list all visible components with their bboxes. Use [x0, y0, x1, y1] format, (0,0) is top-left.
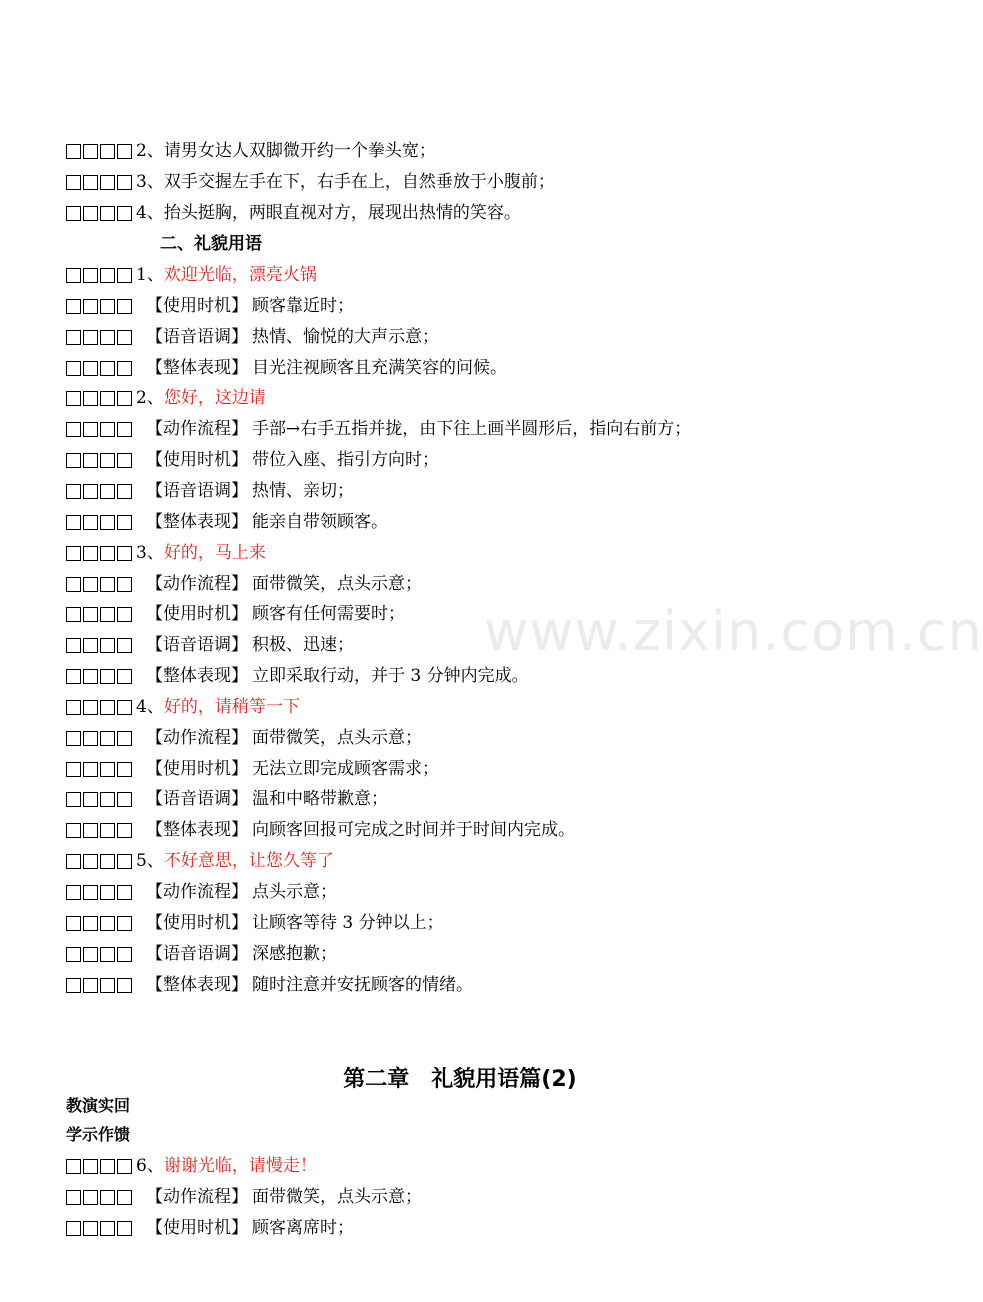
- square-glyph-icon: [117, 577, 132, 592]
- checkbox-group: [66, 792, 132, 807]
- field-tag: 【整体表现】: [146, 358, 248, 378]
- list-item: [66, 479, 354, 503]
- list-item: [66, 942, 337, 966]
- checkbox-group: [66, 330, 132, 345]
- field-text: 热情、亲切；: [252, 481, 354, 501]
- square-glyph-icon: [100, 1190, 115, 1205]
- field-tag: 【使用时机】: [146, 759, 248, 779]
- square-glyph-icon: [117, 978, 132, 993]
- list-item: [66, 448, 439, 472]
- field-text: 手部→右手五指并拢，由下往上画半圆形后，指向右前方；: [252, 419, 692, 439]
- square-glyph-icon: [83, 731, 98, 746]
- square-glyph-icon: [83, 515, 98, 530]
- square-glyph-icon: [83, 175, 98, 190]
- list-item: [66, 572, 422, 596]
- square-glyph-icon: [117, 299, 132, 314]
- square-glyph-icon: [66, 854, 81, 869]
- list-item: [66, 325, 439, 349]
- checkbox-group: [66, 299, 132, 314]
- field-tag: 【使用时机】: [146, 1218, 248, 1238]
- square-glyph-icon: [83, 1221, 98, 1236]
- phrase-title: 好的，请稍等一下: [163, 697, 300, 717]
- field-tag: 【动作流程】: [146, 419, 248, 439]
- field-text: 立即采取行动，并于 3 分钟内完成。: [252, 666, 529, 686]
- square-glyph-icon: [100, 700, 115, 715]
- field-tag: 【语音语调】: [146, 327, 248, 347]
- square-glyph-icon: [83, 885, 98, 900]
- square-glyph-icon: [100, 762, 115, 777]
- square-glyph-icon: [83, 453, 98, 468]
- field-text: 无法立即完成顾客需求；: [252, 759, 439, 779]
- square-glyph-icon: [100, 453, 115, 468]
- square-glyph-icon: [83, 947, 98, 962]
- square-glyph-icon: [83, 391, 98, 406]
- square-glyph-icon: [66, 669, 81, 684]
- list-item-heading: [66, 1154, 317, 1178]
- checkbox-group: [66, 1190, 132, 1205]
- checkbox-group: [66, 484, 132, 499]
- field-text: 带位入座、指引方向时；: [252, 450, 439, 470]
- checkbox-group: [66, 700, 132, 715]
- list-item: [66, 510, 388, 534]
- square-glyph-icon: [83, 669, 98, 684]
- square-glyph-icon: [100, 484, 115, 499]
- square-glyph-icon: [100, 792, 115, 807]
- square-glyph-icon: [100, 731, 115, 746]
- square-glyph-icon: [66, 391, 81, 406]
- square-glyph-icon: [66, 823, 81, 838]
- checkbox-group: [66, 546, 132, 561]
- square-glyph-icon: [117, 546, 132, 561]
- list-item: [66, 973, 473, 997]
- checkbox-group: [66, 669, 132, 684]
- field-tag: 【使用时机】: [146, 604, 248, 624]
- square-glyph-icon: [100, 268, 115, 283]
- checkbox-group: [66, 731, 132, 746]
- square-glyph-icon: [117, 330, 132, 345]
- square-glyph-icon: [83, 607, 98, 622]
- checkbox-group: [66, 1221, 132, 1236]
- phrase-title: 好的，马上来: [163, 543, 266, 563]
- section-title: 二、礼貌用语: [160, 234, 262, 254]
- field-text: 向顾客回报可完成之时间并于时间内完成。: [252, 820, 575, 840]
- field-text: 深感抱歉；: [252, 944, 337, 964]
- square-glyph-icon: [117, 453, 132, 468]
- square-glyph-icon: [117, 638, 132, 653]
- list-item-heading: [66, 541, 266, 565]
- list-item: [66, 880, 337, 904]
- square-glyph-icon: [83, 422, 98, 437]
- square-glyph-icon: [83, 854, 98, 869]
- square-glyph-icon: [117, 268, 132, 283]
- field-tag: 【使用时机】: [146, 913, 248, 933]
- square-glyph-icon: [117, 762, 132, 777]
- square-glyph-icon: [100, 823, 115, 838]
- square-glyph-icon: [83, 144, 98, 159]
- square-glyph-icon: [66, 638, 81, 653]
- subhead: 教演实回: [66, 1096, 131, 1115]
- square-glyph-icon: [83, 484, 98, 499]
- square-glyph-icon: [100, 638, 115, 653]
- square-glyph-icon: [83, 792, 98, 807]
- list-item: [66, 757, 439, 781]
- field-text: 热情、愉悦的大声示意；: [252, 327, 439, 347]
- square-glyph-icon: [100, 854, 115, 869]
- item-number: 2、: [136, 141, 164, 161]
- square-glyph-icon: [66, 175, 81, 190]
- field-text: 顾客靠近时；: [252, 296, 354, 316]
- field-tag: 【整体表现】: [146, 666, 248, 686]
- field-text: 顾客离席时；: [252, 1218, 354, 1238]
- square-glyph-icon: [66, 484, 81, 499]
- square-glyph-icon: [66, 607, 81, 622]
- field-tag: 【语音语调】: [146, 635, 248, 655]
- square-glyph-icon: [117, 206, 132, 221]
- field-text: 随时注意并安抚顾客的情绪。: [252, 975, 473, 995]
- list-item-heading: [66, 263, 317, 287]
- square-glyph-icon: [117, 823, 132, 838]
- list-item: [66, 911, 444, 935]
- list-item: [66, 139, 436, 163]
- square-glyph-icon: [66, 916, 81, 931]
- checkbox-group: [66, 577, 132, 592]
- square-glyph-icon: [117, 700, 132, 715]
- square-glyph-icon: [83, 1190, 98, 1205]
- checkbox-group: [66, 854, 132, 869]
- checkbox-group: [66, 515, 132, 530]
- item-number: 3、: [136, 172, 164, 192]
- checkbox-group: [66, 1159, 132, 1174]
- item-number: 6、: [136, 1156, 164, 1176]
- square-glyph-icon: [117, 1221, 132, 1236]
- square-glyph-icon: [117, 607, 132, 622]
- square-glyph-icon: [117, 854, 132, 869]
- square-glyph-icon: [100, 1159, 115, 1174]
- subhead: 学示作馈: [66, 1125, 131, 1144]
- checkbox-group: [66, 206, 132, 221]
- square-glyph-icon: [117, 916, 132, 931]
- square-glyph-icon: [100, 422, 115, 437]
- list-item: [66, 664, 529, 688]
- checkbox-group: [66, 361, 132, 376]
- item-number: 4、: [136, 203, 164, 223]
- square-glyph-icon: [66, 546, 81, 561]
- square-glyph-icon: [100, 361, 115, 376]
- item-number: 3、: [136, 543, 164, 563]
- square-glyph-icon: [66, 422, 81, 437]
- square-glyph-icon: [117, 484, 132, 499]
- square-glyph-icon: [66, 577, 81, 592]
- square-glyph-icon: [117, 175, 132, 190]
- list-item-heading: [66, 849, 334, 873]
- item-number: 1、: [136, 265, 164, 285]
- square-glyph-icon: [100, 607, 115, 622]
- field-text: 抬头挺胸，两眼直视对方，展现出热情的笑容。: [163, 203, 521, 223]
- field-text: 能亲自带领顾客。: [252, 512, 388, 532]
- field-tag: 【动作流程】: [146, 1187, 248, 1207]
- square-glyph-icon: [66, 144, 81, 159]
- list-item: [66, 787, 388, 811]
- chapter-title: 第二章 礼貌用语篇(2): [343, 1067, 577, 1092]
- square-glyph-icon: [117, 731, 132, 746]
- square-glyph-icon: [83, 299, 98, 314]
- field-tag: 【动作流程】: [146, 882, 248, 902]
- checkbox-group: [66, 885, 132, 900]
- list-item-heading: [66, 386, 266, 410]
- checkbox-group: [66, 391, 132, 406]
- square-glyph-icon: [117, 669, 132, 684]
- field-text: 面带微笑，点头示意；: [252, 1187, 422, 1207]
- field-text: 点头示意；: [252, 882, 337, 902]
- square-glyph-icon: [117, 144, 132, 159]
- field-text: 双手交握左手在下，右手在上，自然垂放于小腹前；: [163, 172, 555, 192]
- square-glyph-icon: [66, 361, 81, 376]
- list-item: [66, 602, 405, 626]
- square-glyph-icon: [117, 515, 132, 530]
- square-glyph-icon: [117, 947, 132, 962]
- field-tag: 【整体表现】: [146, 820, 248, 840]
- field-text: 目光注视顾客且充满笑容的问候。: [252, 358, 507, 378]
- square-glyph-icon: [66, 731, 81, 746]
- square-glyph-icon: [100, 175, 115, 190]
- list-item: [66, 201, 521, 225]
- watermark: www.zixin.com.cn: [484, 600, 983, 663]
- square-glyph-icon: [117, 885, 132, 900]
- square-glyph-icon: [66, 1221, 81, 1236]
- square-glyph-icon: [117, 1159, 132, 1174]
- item-number: 5、: [136, 851, 164, 871]
- square-glyph-icon: [66, 792, 81, 807]
- square-glyph-icon: [100, 330, 115, 345]
- list-item: [66, 726, 422, 750]
- square-glyph-icon: [66, 206, 81, 221]
- square-glyph-icon: [66, 268, 81, 283]
- field-text: 面带微笑，点头示意；: [252, 728, 422, 748]
- field-tag: 【动作流程】: [146, 728, 248, 748]
- square-glyph-icon: [83, 978, 98, 993]
- field-tag: 【使用时机】: [146, 296, 248, 316]
- square-glyph-icon: [66, 453, 81, 468]
- square-glyph-icon: [83, 546, 98, 561]
- square-glyph-icon: [100, 1221, 115, 1236]
- square-glyph-icon: [83, 916, 98, 931]
- field-text: 顾客有任何需要时；: [252, 604, 405, 624]
- list-item: [66, 356, 507, 380]
- field-text: 积极、迅速；: [252, 635, 354, 655]
- phrase-title: 谢谢光临，请慢走！: [163, 1156, 317, 1176]
- phrase-title: 欢迎光临，漂亮火锅: [163, 265, 317, 285]
- field-text: 请男女达人双脚微开约一个拳头宽；: [163, 141, 436, 161]
- square-glyph-icon: [83, 823, 98, 838]
- square-glyph-icon: [100, 947, 115, 962]
- field-tag: 【语音语调】: [146, 944, 248, 964]
- square-glyph-icon: [66, 947, 81, 962]
- field-text: 面带微笑，点头示意；: [252, 574, 422, 594]
- checkbox-group: [66, 947, 132, 962]
- square-glyph-icon: [66, 1190, 81, 1205]
- list-item: [66, 1216, 354, 1240]
- checkbox-group: [66, 175, 132, 190]
- square-glyph-icon: [83, 268, 98, 283]
- checkbox-group: [66, 823, 132, 838]
- square-glyph-icon: [66, 885, 81, 900]
- square-glyph-icon: [100, 916, 115, 931]
- checkbox-group: [66, 762, 132, 777]
- square-glyph-icon: [66, 330, 81, 345]
- square-glyph-icon: [83, 206, 98, 221]
- field-text: 让顾客等待 3 分钟以上；: [252, 913, 444, 933]
- item-number: 2、: [136, 388, 164, 408]
- field-tag: 【动作流程】: [146, 574, 248, 594]
- square-glyph-icon: [66, 762, 81, 777]
- list-item: [66, 633, 354, 657]
- checkbox-group: [66, 144, 132, 159]
- checkbox-group: [66, 422, 132, 437]
- square-glyph-icon: [83, 577, 98, 592]
- square-glyph-icon: [66, 515, 81, 530]
- square-glyph-icon: [66, 978, 81, 993]
- phrase-title: 不好意思，让您久等了: [163, 851, 334, 871]
- checkbox-group: [66, 453, 132, 468]
- square-glyph-icon: [66, 299, 81, 314]
- checkbox-group: [66, 607, 132, 622]
- list-item: [66, 818, 575, 842]
- square-glyph-icon: [100, 669, 115, 684]
- square-glyph-icon: [117, 422, 132, 437]
- square-glyph-icon: [117, 1190, 132, 1205]
- square-glyph-icon: [100, 391, 115, 406]
- checkbox-group: [66, 638, 132, 653]
- square-glyph-icon: [83, 762, 98, 777]
- checkbox-group: [66, 268, 132, 283]
- square-glyph-icon: [100, 515, 115, 530]
- square-glyph-icon: [66, 1159, 81, 1174]
- square-glyph-icon: [83, 361, 98, 376]
- square-glyph-icon: [117, 361, 132, 376]
- field-tag: 【使用时机】: [146, 450, 248, 470]
- square-glyph-icon: [83, 1159, 98, 1174]
- list-item: [66, 170, 555, 194]
- square-glyph-icon: [100, 577, 115, 592]
- square-glyph-icon: [117, 391, 132, 406]
- field-text: 温和中略带歉意；: [252, 789, 388, 809]
- list-item: [66, 294, 354, 318]
- square-glyph-icon: [100, 978, 115, 993]
- square-glyph-icon: [100, 885, 115, 900]
- checkbox-group: [66, 978, 132, 993]
- field-tag: 【整体表现】: [146, 512, 248, 532]
- field-tag: 【语音语调】: [146, 789, 248, 809]
- checkbox-group: [66, 916, 132, 931]
- square-glyph-icon: [100, 206, 115, 221]
- item-number: 4、: [136, 697, 164, 717]
- list-item: [66, 1185, 422, 1209]
- square-glyph-icon: [83, 330, 98, 345]
- phrase-title: 您好，这边请: [163, 388, 266, 408]
- list-item-heading: [66, 695, 300, 719]
- square-glyph-icon: [100, 299, 115, 314]
- square-glyph-icon: [117, 792, 132, 807]
- list-item: [66, 417, 691, 441]
- square-glyph-icon: [83, 700, 98, 715]
- field-tag: 【语音语调】: [146, 481, 248, 501]
- square-glyph-icon: [66, 700, 81, 715]
- square-glyph-icon: [100, 546, 115, 561]
- field-tag: 【整体表现】: [146, 975, 248, 995]
- square-glyph-icon: [100, 144, 115, 159]
- square-glyph-icon: [83, 638, 98, 653]
